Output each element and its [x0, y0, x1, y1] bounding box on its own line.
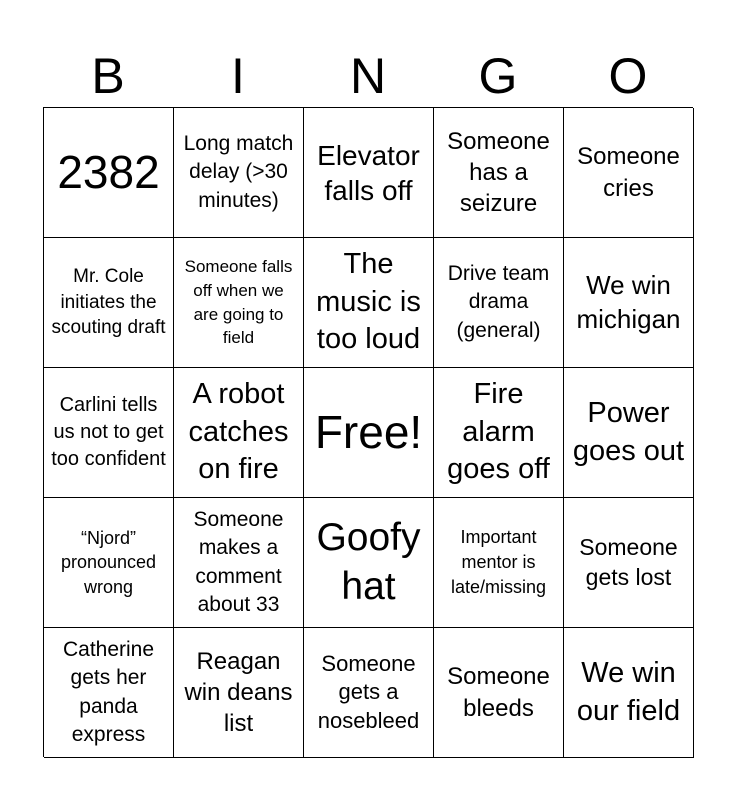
bingo-cell[interactable] — [564, 108, 694, 238]
bingo-cell[interactable] — [44, 238, 174, 368]
cell-text: Someone falls off when we are going to field — [184, 256, 293, 348]
bingo-cell[interactable] — [434, 368, 564, 498]
cell-text: Someone cries — [577, 143, 680, 202]
bingo-cell[interactable] — [434, 108, 564, 238]
bingo-cell[interactable] — [304, 628, 434, 758]
bingo-cell[interactable] — [174, 498, 304, 628]
cell-text: Carlini tells us not to get too confident — [51, 394, 166, 470]
cell-text: Catherine gets her panda express — [62, 637, 155, 746]
bingo-cell[interactable] — [434, 628, 564, 758]
cell-text: Someone makes a comment about 33 — [193, 507, 284, 616]
cell-text: We win michigan — [576, 270, 681, 334]
bingo-cell[interactable] — [564, 368, 694, 498]
cell-text: 2382 — [57, 146, 160, 199]
bingo-cell[interactable] — [434, 238, 564, 368]
cell-text: Elevator falls off — [317, 139, 420, 206]
bingo-cell[interactable] — [564, 238, 694, 368]
bingo-cell[interactable] — [174, 628, 304, 758]
header-letter-i: I — [231, 48, 245, 104]
bingo-header — [43, 46, 693, 106]
cell-text: “Njord” pronounced wrong — [60, 528, 157, 597]
cell-text: Someone gets lost — [579, 533, 678, 590]
bingo-cell[interactable] — [174, 368, 304, 498]
header-letter-o: O — [608, 48, 648, 104]
cell-text: Someone gets a nosebleed — [317, 650, 420, 733]
cell-text: Fire alarm goes off — [447, 377, 550, 486]
cell-text: Goofy hat — [316, 515, 421, 608]
cell-text: Mr. Cole initiates the scouting draft — [51, 266, 166, 339]
header-letter-g: G — [478, 48, 518, 104]
header-letter-b: B — [91, 48, 125, 104]
bingo-cell[interactable] — [304, 368, 434, 498]
bingo-cell[interactable] — [44, 368, 174, 498]
bingo-cell[interactable] — [304, 108, 434, 238]
bingo-cell[interactable] — [564, 498, 694, 628]
cell-text: Long match delay (>30 minutes) — [183, 131, 294, 212]
cell-text: Power goes out — [572, 396, 685, 467]
cell-text: Reagan win deans list — [184, 647, 293, 738]
cell-text: Someone bleeds — [447, 663, 550, 722]
bingo-cell[interactable] — [304, 498, 434, 628]
cell-text: We win our field — [576, 656, 681, 727]
header-letter-n: N — [349, 48, 387, 104]
cell-text: Free! — [314, 406, 423, 459]
cell-text: Drive team drama (general) — [447, 261, 550, 342]
bingo-cell[interactable] — [174, 108, 304, 238]
bingo-cell[interactable] — [434, 498, 564, 628]
bingo-cell[interactable] — [174, 238, 304, 368]
bingo-cell[interactable] — [44, 108, 174, 238]
bingo-cell[interactable] — [564, 628, 694, 758]
cell-text: Someone has a seizure — [447, 127, 550, 218]
bingo-cell[interactable] — [304, 238, 434, 368]
bingo-grid — [43, 107, 693, 757]
cell-text: A robot catches on fire — [188, 377, 289, 486]
bingo-cell[interactable] — [44, 498, 174, 628]
cell-text: The music is too loud — [316, 247, 421, 356]
cell-text: Important mentor is late/missing — [450, 526, 547, 598]
bingo-cell[interactable] — [44, 628, 174, 758]
